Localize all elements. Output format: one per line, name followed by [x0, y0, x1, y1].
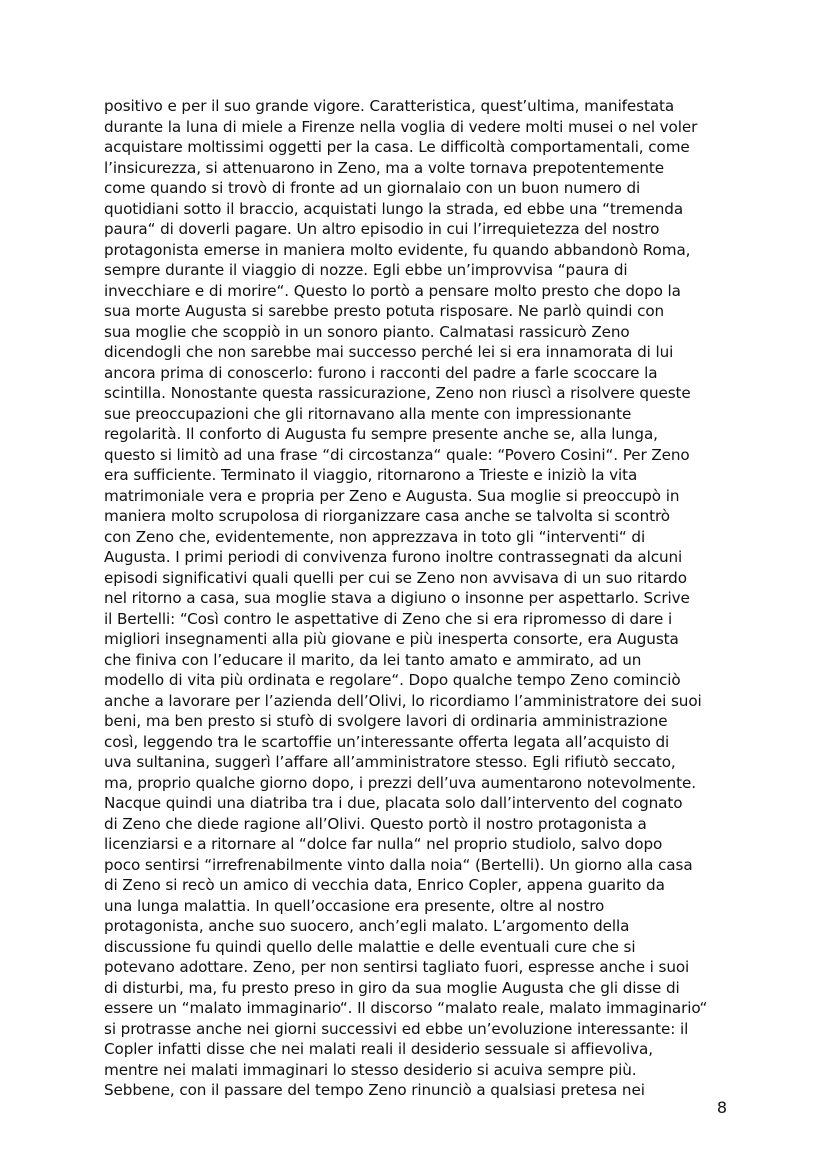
- text-line: poco sentirsi “irrefrenabilmente vinto dalla noia“ (Bertelli). Un giorno alla casa: [104, 855, 693, 874]
- text-line: sue preoccupazioni che gli ritornavano alla mente con impressionante: [104, 404, 632, 423]
- text-line: questo si limitò ad una frase “di circostanza“ quale: “Povero Cosini“. Per Zeno: [104, 445, 690, 464]
- text-line: di disturbi, ma, fu presto preso in giro da sua moglie Augusta che gli disse di: [104, 978, 680, 997]
- text-line: Sebbene, con il passare del tempo Zeno rinunciò a qualsiasi pretesa nei: [104, 1081, 645, 1099]
- text-line: sua moglie che scoppiò in un sonoro pianto. Calmatasi rassicurò Zeno: [104, 322, 630, 341]
- text-line: come quando si trovò di fronte ad un giornalaio con un buon numero di: [104, 179, 641, 197]
- text-line: protagonista emerse in maniera molto evidente, fu quando abbandonò Roma,: [104, 240, 691, 259]
- text-line: che finiva con l’educare il marito, da lei tanto amato e ammirato, ad un: [104, 650, 642, 669]
- text-line: discussione fu quindi quello delle malattie e delle eventuali cure che si: [104, 937, 636, 956]
- text-line: positivo e per il suo grande vigore. Caratteristica, quest’ultima, manifestata: [104, 97, 675, 115]
- text-line: così, leggendo tra le scartoffie un’interessante offerta legata all’acquisto di: [104, 732, 670, 751]
- text-line: uva sultanina, suggerì l’affare all’amministratore stesso. Egli rifiutò seccato,: [104, 753, 676, 771]
- text-line: protagonista, anche suo suocero, anch’egli malato. L’argomento della: [104, 917, 630, 935]
- text-line: ancora prima di conoscerlo: furono i racconti del padre a farle scoccare la: [104, 363, 658, 382]
- text-line: Augusta. I primi periodi di convivenza furono inoltre contrassegnati da alcuni: [104, 548, 683, 566]
- text-line: ma, proprio qualche giorno dopo, i prezzi dell’uva aumentarono notevolmente.: [104, 773, 697, 792]
- text-line: il Bertelli: “Così contro le aspettative di Zeno che si era ripromesso di dare i: [104, 609, 673, 628]
- text-line: dicendogli che non sarebbe mai successo perché lei si era innamorata di lui: [104, 343, 674, 361]
- text-line: essere un “malato immaginario“. Il discorso “malato reale, malato immaginario“: [104, 999, 708, 1017]
- text-line: Copler infatti disse che nei malati reali il desiderio sessuale si affievoliva,: [104, 1040, 653, 1058]
- text-line: scintilla. Nonostante questa rassicurazione, Zeno non riuscì a risolvere queste: [104, 384, 691, 402]
- text-line: si protrasse anche nei giorni successivi ed ebbe un’evoluzione interessante: il: [104, 1019, 689, 1038]
- text-line: era sufficiente. Terminato il viaggio, ritornarono a Trieste e iniziò la vita: [104, 466, 638, 484]
- text-line: quotidiani sotto il braccio, acquistati lungo la strada, ed ebbe una “tremenda: [104, 199, 684, 218]
- text-line: paura“ di doverli pagare. Un altro episodio in cui l’irrequietezza del nostro: [104, 220, 660, 238]
- text-line: sempre durante il viaggio di nozze. Egli ebbe un’improvvisa “paura di: [104, 261, 628, 279]
- text-line: migliori insegnamenti alla più giovane e più inesperta consorte, era Augusta: [104, 630, 679, 648]
- text-line: episodi significativi quali quelli per cui se Zeno non avvisava di un suo ritardo: [104, 568, 687, 587]
- text-line: con Zeno che, evidentemente, non apprezzava in toto gli “interventi“ di: [104, 527, 646, 546]
- text-line: una lunga malattia. In quell’occasione era presente, oltre al nostro: [104, 896, 605, 915]
- body-text: [104, 96, 730, 1101]
- text-line: mentre nei malati immaginari lo stesso desiderio si acuiva sempre più.: [104, 1060, 637, 1079]
- text-line: anche a lavorare per l’azienda dell’Olivi, lo ricordiamo l’amministratore dei suoi: [104, 691, 702, 710]
- text-line: potevano adottare. Zeno, per non sentirsi tagliato fuori, espresse anche i suoi: [104, 958, 690, 976]
- text-line: acquistare moltissimi oggetti per la casa. Le difficoltà comportamentali, come: [104, 138, 690, 156]
- text-line: Nacque quindi una diatriba tra i due, placata solo dall’intervento del cognato: [104, 794, 683, 812]
- text-line: licenziarsi e a ritornare al “dolce far nulla“ nel proprio studiolo, salvo dopo: [104, 835, 663, 853]
- text-line: invecchiare e di morire“. Questo lo portò a pensare molto presto che dopo la: [104, 281, 681, 300]
- text-line: di Zeno si recò un amico di vecchia data, Enrico Copler, appena guarito da: [104, 876, 665, 894]
- text-line: regolarità. Il conforto di Augusta fu sempre presente anche se, alla lunga,: [104, 425, 658, 443]
- text-line: matrimoniale vera e propria per Zeno e Augusta. Sua moglie si preoccupò in: [104, 486, 680, 505]
- text-line: durante la luna di miele a Firenze nella voglia di vedere molti musei o nel voler: [104, 117, 698, 136]
- text-line: nel ritorno a casa, sua moglie stava a digiuno o insonne per aspettarlo. Scrive: [104, 589, 690, 607]
- text-line: modello di vita più ordinata e regolare“. Dopo qualche tempo Zeno cominciò: [104, 671, 681, 689]
- text-line: maniera molto scrupolosa di riorganizzare casa anche se talvolta si scontrò: [104, 507, 670, 525]
- text-line: sua morte Augusta si sarebbe presto potuta risposare. Ne parlò quindi con: [104, 302, 665, 320]
- page-number: 8: [716, 1098, 727, 1117]
- text-line: l’insicurezza, si attenuarono in Zeno, ma a volte tornava prepotentemente: [104, 158, 664, 177]
- text-line: di Zeno che diede ragione all’Olivi. Questo portò il nostro protagonista a: [104, 814, 647, 833]
- text-line: beni, ma ben presto si stufò di svolgere lavori di ordinaria amministrazione: [104, 712, 668, 730]
